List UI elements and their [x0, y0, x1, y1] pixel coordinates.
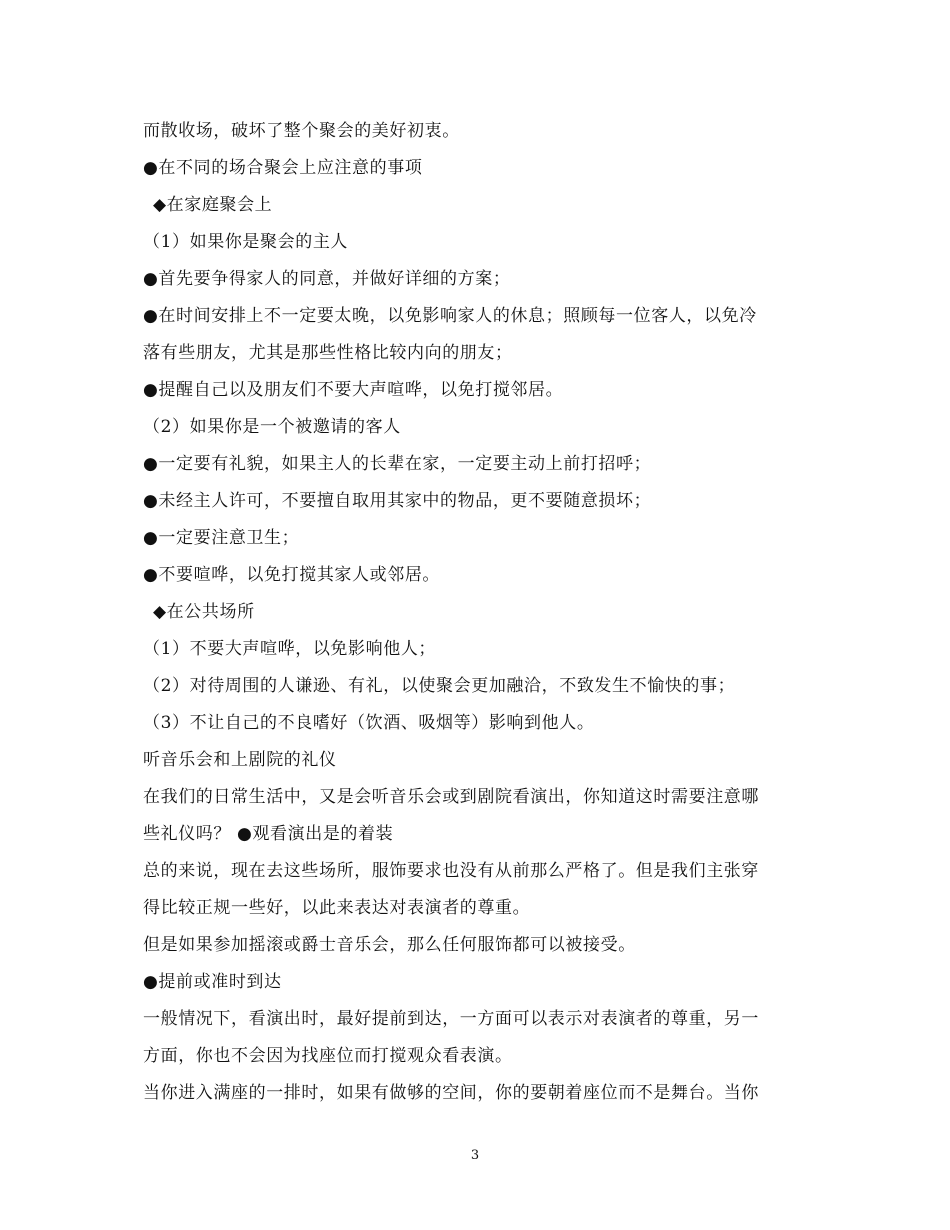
- bullet-item: ●不要喧哗，以免打搅其家人或邻居。: [143, 565, 441, 585]
- section-heading: ●在不同的场合聚会上应注意的事项: [143, 158, 423, 178]
- bullet-item: ●提醒自己以及朋友们不要大声喧哗，以免打搅邻居。: [143, 380, 564, 400]
- paragraph-line: 方面，你也不会因为找座位而打搅观众看表演。: [143, 1046, 513, 1066]
- paragraph-line: 在我们的日常生活中，又是会听音乐会或到剧院看演出，你知道这时需要注意哪: [143, 787, 759, 807]
- paragraph-line: 得比较正规一些好，以此来表达对表演者的尊重。: [143, 898, 531, 918]
- text-line: 而散收场，破坏了整个聚会的美好初衷。: [143, 121, 460, 141]
- bullet-item: ●一定要注意卫生；: [143, 528, 300, 548]
- paragraph-line: 总的来说，现在去这些场所，服饰要求也没有从前那么严格了。但是我们主张穿: [143, 861, 759, 881]
- paragraph-line: 些礼仪吗？ ●观看演出是的着装: [143, 824, 394, 844]
- numbered-item: （3）不让自己的不良嗜好（饮酒、吸烟等）影响到他人。: [143, 713, 595, 733]
- bullet-item: ●首先要争得家人的同意，并做好详细的方案；: [143, 269, 511, 289]
- bullet-item: ●提前或准时到达: [143, 972, 282, 992]
- bullet-item: ●在时间安排上不一定要太晚，以免影响家人的休息；照顾每一位客人，以免冷: [143, 306, 757, 326]
- bullet-item: ●未经主人许可，不要擅自取用其家中的物品，更不要随意损坏；: [143, 491, 652, 511]
- body-text: [143, 113, 803, 1112]
- paragraph-line: 但是如果参加摇滚或爵士音乐会，那么任何服饰都可以被接受。: [143, 935, 636, 955]
- list-heading: （2）如果你是一个被邀请的客人: [143, 417, 401, 437]
- paragraph-line: 一般情况下，看演出时，最好提前到达，一方面可以表示对表演者的尊重，另一: [143, 1009, 759, 1029]
- numbered-item: （2）对待周围的人谦逊、有礼，以使聚会更加融洽，不致发生不愉快的事；: [143, 676, 736, 696]
- text-line: 落有些朋友，尤其是那些性格比较内向的朋友；: [143, 343, 513, 363]
- list-heading: （1）如果你是聚会的主人: [143, 232, 349, 252]
- subsection-heading: ◆在公共场所: [153, 602, 255, 622]
- page-number: 3: [470, 1148, 480, 1163]
- paragraph-line: 当你进入满座的一排时，如果有做够的空间，你的要朝着座位而不是舞台。当你: [143, 1083, 759, 1103]
- bullet-item: ●一定要有礼貌，如果主人的长辈在家，一定要主动上前打招呼；: [143, 454, 652, 474]
- subsection-heading: ◆在家庭聚会上: [153, 195, 273, 215]
- section-title: 听音乐会和上剧院的礼仪: [143, 750, 337, 770]
- numbered-item: （1）不要大声喧哗，以免影响他人；: [143, 639, 437, 659]
